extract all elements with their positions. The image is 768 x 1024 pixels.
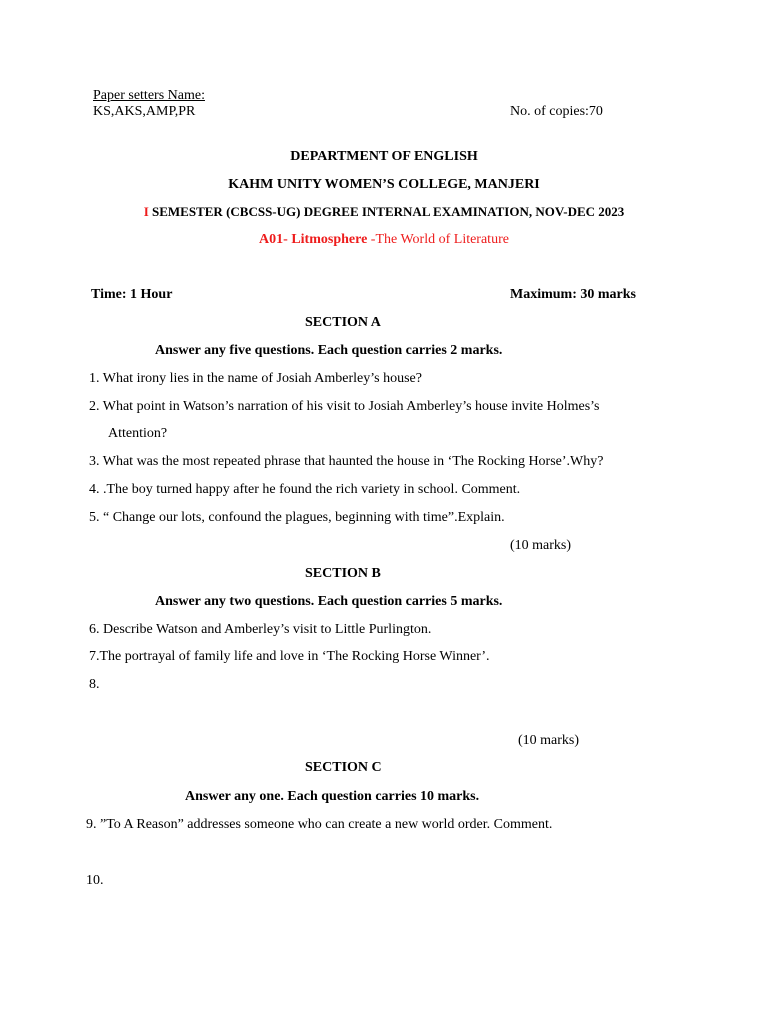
question-1: 1. What irony lies in the name of Josiah Amberley’s house? — [89, 371, 422, 386]
question-5: 5. “ Change our lots, confound the plagues, beginning with time”.Explain. — [89, 510, 505, 525]
exam-title — [0, 204, 768, 220]
question-6: 6. Describe Watson and Amberley’s visit to Little Purlington. — [89, 622, 432, 637]
question-8: 8. — [89, 677, 100, 692]
question-7: 7.The portrayal of family life and love in ‘The Rocking Horse Winner’. — [89, 649, 490, 664]
section-a-marks: (10 marks) — [510, 538, 572, 553]
question-10: 10. — [86, 873, 104, 888]
question-2-continued: Attention? — [108, 426, 168, 441]
section-c-instruction: Answer any one. Each question carries 10 marks. — [185, 789, 480, 804]
section-a-instruction: Answer any five questions. Each question carries 2 marks. — [155, 343, 503, 358]
course-name: -The World of Literature — [367, 232, 509, 247]
paper-setters-label: Paper setters Name: — [93, 88, 205, 103]
course-code: A01- Litmosphere — [259, 232, 368, 247]
question-9: 9. ”To A Reason” addresses someone who can create a new world order. Comment. — [86, 817, 553, 832]
college-title: KAHM UNITY WOMEN’S COLLEGE, MANJERI — [228, 177, 540, 192]
section-a-heading: SECTION A — [305, 315, 381, 330]
question-2: 2. What point in Watson’s narration of his visit to Josiah Amberley’s house invite Holmes’s — [89, 399, 600, 414]
course-title — [0, 232, 768, 248]
section-b-instruction: Answer any two questions. Each question carries 5 marks. — [155, 594, 503, 609]
section-b-marks: (10 marks) — [518, 733, 580, 748]
paper-setters-names: KS,AKS,AMP,PR — [93, 104, 196, 119]
maximum-marks: Maximum: 30 marks — [510, 287, 636, 302]
section-c-heading: SECTION C — [305, 760, 382, 775]
question-4: 4. .The boy turned happy after he found the rich variety in school. Comment. — [89, 482, 521, 497]
number-of-copies: No. of copies:70 — [510, 104, 603, 119]
department-title: DEPARTMENT OF ENGLISH — [290, 149, 478, 164]
question-3: 3. What was the most repeated phrase that haunted the house in ‘The Rocking Horse’.Why? — [89, 454, 604, 469]
section-b-heading: SECTION B — [305, 566, 381, 581]
exam-time: Time: 1 Hour — [91, 287, 173, 302]
exam-title-text: SEMESTER (CBCSS-UG) DEGREE INTERNAL EXAMINATION, NOV-DEC 2023 — [148, 204, 625, 219]
semester-number: I — [143, 204, 149, 219]
